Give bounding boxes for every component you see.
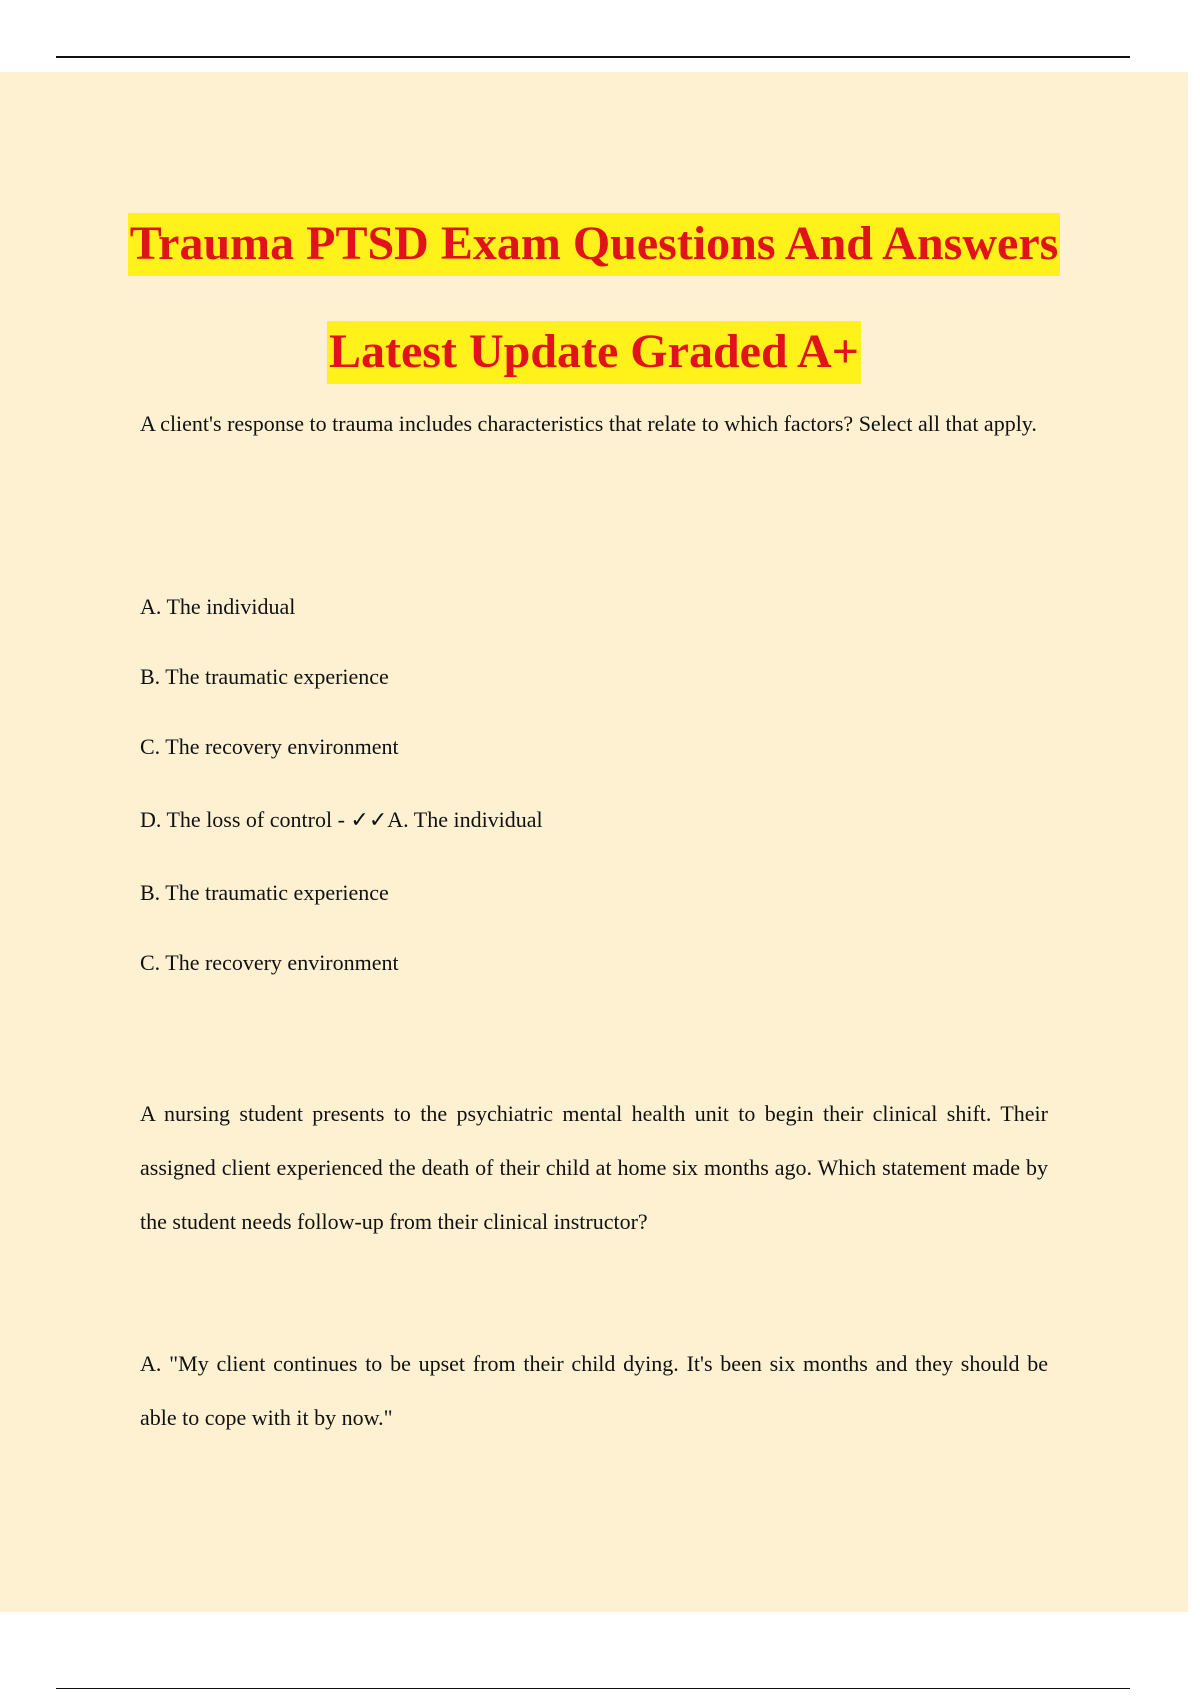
question-1-answer: B. The traumatic experience bbox=[140, 880, 389, 905]
document-title-line-1: Trauma PTSD Exam Questions And Answers bbox=[0, 220, 1188, 268]
question-1-option: B. The traumatic experience bbox=[140, 664, 389, 689]
question-2-prompt: A nursing student presents to the psychiatric mental health unit to begin their clinical shift. Their assigned client experienced the death of their child at home six months ago. Which statement made by the student needs follow-up from their clinical instructor? bbox=[140, 1101, 1048, 1234]
question-1-prompt: A client's response to trauma includes characteristics that relate to which factors? Select all that apply. bbox=[140, 411, 1037, 436]
question-1-answer: C. The recovery environment bbox=[140, 950, 399, 975]
question-1-answer-line: D. The loss of control - ✓✓A. The individual bbox=[140, 807, 543, 832]
question-1-option: C. The recovery environment bbox=[140, 734, 399, 759]
question-2-option-a: A. "My client continues to be upset from their child dying. It's been six months and they should be able to cope with it by now." bbox=[140, 1351, 1048, 1430]
header-rule bbox=[56, 56, 1130, 58]
footer-rule bbox=[56, 1688, 1130, 1689]
document-page bbox=[0, 72, 1188, 1612]
question-1-option: A. The individual bbox=[140, 594, 296, 619]
document-title-line-2: Latest Update Graded A+ bbox=[0, 328, 1188, 376]
